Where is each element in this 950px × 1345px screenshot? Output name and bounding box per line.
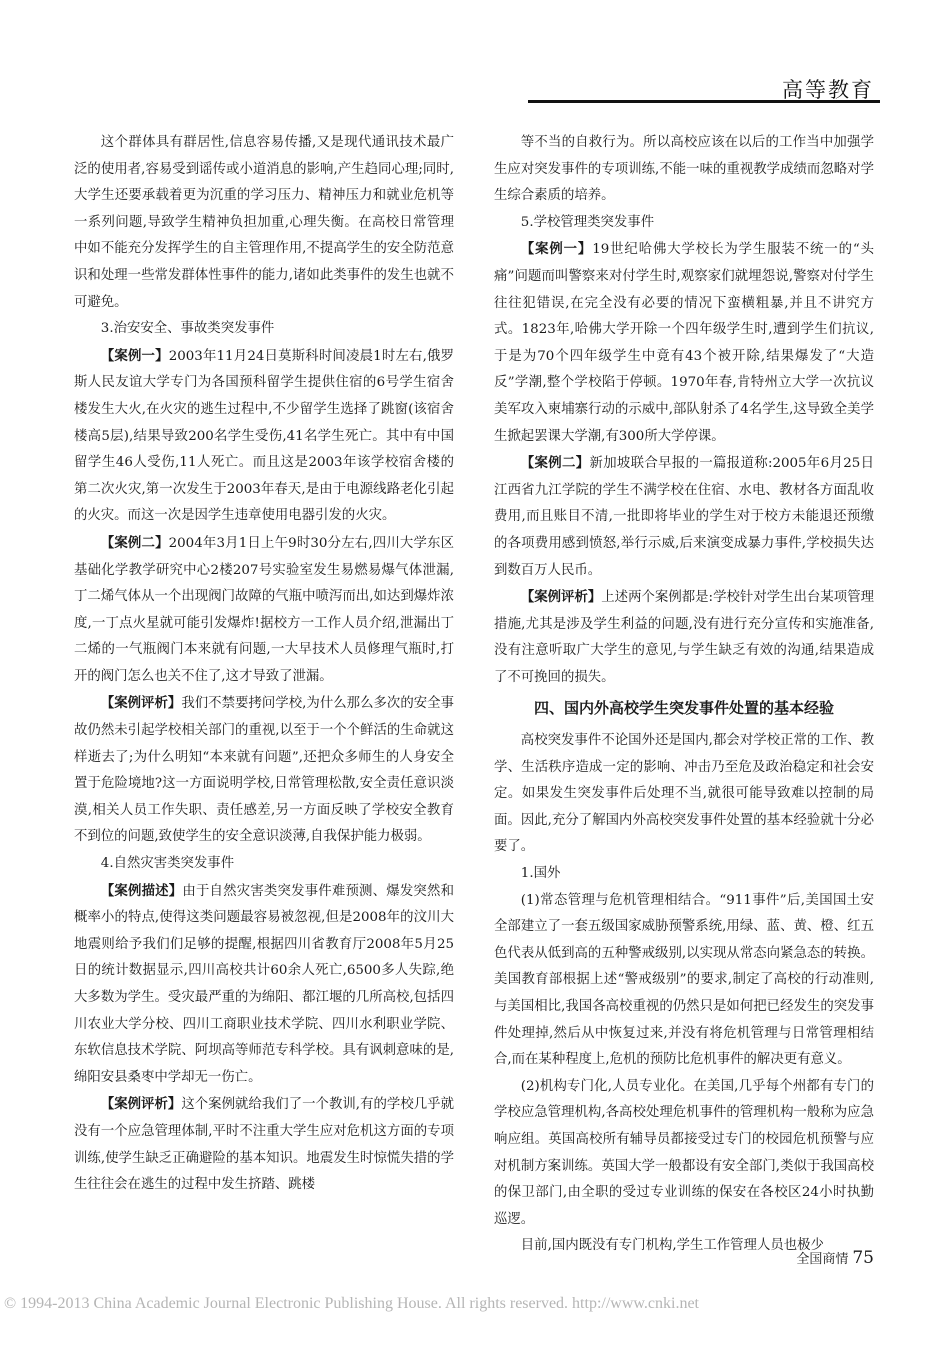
- body-paragraph: 高校突发事件不论国外还是国内,都会对学校正常的工作、教学、生活秩序造成一定的影响、冲击乃至危及政治稳定和社会安定。如果发生突发事件后处理不当,就很可能导致难以控制的局面。因此,充分了解国内外高校突发事件处置的基本经验就十分必要了。: [494, 733, 874, 855]
- body-paragraph: (2)机构专门化,人员专业化。在美国,几乎每个州都有专门的学校应急管理机构,各高校处理危机事件的管理机构一般称为应急响应组。英国高校所有辅导员都接受过专门的校园危机预警与应对机制方案训练。英国大学一般都设有安全部门,类似于我国高校的保卫部门,由全职的受过专业训练的保安在各校区24小时执勤巡逻。: [494, 1078, 874, 1227]
- right-column: [494, 130, 874, 1260]
- case-paragraph: [494, 584, 874, 691]
- copyright-watermark: © 1994-2013 China Academic Journal Electronic Publishing House. All rights reserved. http://www.cnki.net: [4, 1295, 699, 1312]
- journal-name: 全国商情: [796, 1252, 849, 1267]
- case-text: 上述两个案例都是:学校针对学生出台某项管理措施,尤其是涉及学生利益的问题,没有进行充分宣传和实施准备,没有注意听取广大学生的意见,与学生缺乏有效的沟通,结果造成了不可挽回的损失。: [494, 590, 874, 685]
- subsection-heading: 5.学校管理类突发事件: [520, 214, 655, 230]
- section-heading: 四、国内外高校学生突发事件处置的基本经验: [533, 699, 834, 718]
- case-text: 19世纪哈佛大学校长为学生服装不统一的“头痛”问题而叫警察来对付学生时,观察家们就埋怨说,警察对付学生往往犯错误,在完全没有必要的情况下蛮横粗暴,并且不讲究方式。1823年,哈佛大学开除一个四年级学生时,遭到学生们抗议,于是为70个四年级学生中竟有43个被开除,结果爆发了“大造反”学潮,整个学校陷于停顿。1970年春,肯特州立大学一次抗议美军攻入柬埔寨行动的示威中,部队射杀了4名学生,这导致全美学生掀起罢课大学潮,有300所大学停课。: [494, 242, 875, 444]
- case-label: 【案例一】: [520, 241, 593, 258]
- page-number: 75: [852, 1248, 874, 1268]
- body-paragraph: (1)常态管理与危机管理相结合。“911事件”后,美国国土安全部建立了一套五级国家威胁预警系统,用绿、蓝、黄、橙、红五色代表从低到高的五种警戒级别,以实现从常态向紧急态的转换。美国教育部根据上述“警戒级别”的要求,制定了高校的行动准则,与美国相比,我国各高校重视的仍然只是如何把已经发生的突发事件处理掉,然后从中恢复过来,并没有将危机管理与日常管理相结合,而在某种程度上,危机的预防比危机事件的解决更有意义。: [494, 892, 874, 1068]
- case-text: 这个案例就给我们了一个教训,有的学校几乎就没有一个应急管理体制,平时不注重大学生应对危机这方面的专项训练,使学生缺乏正确避险的基本知识。地震发生时惊慌失措的学生往往会在逃生的过程中发生挤踏、跳楼: [74, 1097, 454, 1193]
- case-label: 【案例评析】: [100, 1096, 182, 1113]
- section-title: 高等教育: [782, 78, 874, 102]
- case-label: 【案例二】: [520, 455, 590, 472]
- case-paragraph: [74, 690, 454, 851]
- case-text: 由于自然灾害类突发事件难预测、爆发突然和概率小的特点,使得这类问题最容易被忽视,但是2008年的汶川大地震则给予我们们足够的提醒,根据四川省教育厅2008年5月25日的统计数据显示,四川高校共计60余人死亡,6500多人失踪,绝大多数为学生。受灾最严重的为绵阳、都江堰的几所高校,包括四川农业大学分校、四川工商职业技术学院、四川水利职业学院、东软信息技术学院、阿坝高等师范专科学校。具有讽刺意味的是,绵阳安县桑枣中学却无一伤亡。: [74, 883, 455, 1085]
- case-paragraph: [74, 343, 454, 530]
- case-paragraph: [74, 878, 454, 1092]
- case-label: 【案例二】: [100, 534, 169, 551]
- body-paragraph: 目前,国内既没有专门机构,学生工作管理人员也极少: [520, 1238, 824, 1254]
- case-text: 2004年3月1日上午9时30分左右,四川大学东区基础化学教学研究中心2楼207号实验室发生易燃易爆气体泄漏,丁二烯气体从一个出现阀门故障的气瓶中喷泻而出,如达到爆炸浓度,一丁点火星就可能引发爆炸!据校方一工作人员介绍,泄漏出丁二烯的一气瓶阀门本来就有问题,一大早技术人员修理气瓶时,打开的阀门怎么也关不住了,这才导致了泄漏。: [74, 535, 454, 684]
- case-label: 【案例评析】: [520, 589, 602, 606]
- case-label: 【案例一】: [100, 347, 169, 364]
- left-column: [74, 130, 454, 1199]
- case-text: 新加坡联合早报的一篇报道称:2005年6月25日江西省九江学院的学生不满学校在住宿、水电、教材各方面乱收费用,而且账目不清,一批即将毕业的学生对于校方未能退还预缴的各项费用感到愤怒,举行示威,后来演变成暴力事件,学校损失达到数百万人民币。: [494, 456, 875, 578]
- case-paragraph: [74, 530, 454, 691]
- subsection-heading: 1.国外: [520, 866, 561, 882]
- case-paragraph: [74, 1091, 454, 1198]
- body-paragraph: 这个群体具有群居性,信息容易传播,又是现代通讯技术最广泛的使用者,容易受到谣传或小道消息的影响,产生趋同心理;同时,大学生还要承载着更为沉重的学习压力、精神压力和就业危机等一系列问题,导致学生精神负担加重,心理失衡。在高校日常管理中如不能充分发挥学生的自主管理作用,不提高学生的安全防范意识和处理一些常发群体性事件的能力,诸如此类事件的发生也就不可避免。: [74, 135, 454, 310]
- footer: [796, 1248, 874, 1268]
- body-paragraph: 等不当的自救行为。所以高校应该在以后的工作当中加强学生应对突发事件的专项训练,不能一味的重视教学成绩而忽略对学生综合素质的培养。: [494, 135, 874, 204]
- header-rule: [528, 100, 880, 103]
- case-text: 我们不禁要拷问学校,为什么那么多次的安全事故仍然未引起学校相关部门的重视,以至于一个个鲜活的生命就这样逝去了;为什么明知“本来就有问题”,还把众多师生的人身安全置于危险境地?这一方面说明学校,日常管理松散,安全责任意识淡漠,相关人员工作失职、责任感差,另一方面反映了学校安全教育不到位的问题,致使学生的安全意识淡薄,自我保护能力极弱。: [74, 696, 454, 845]
- case-text: 2003年11月24日莫斯科时间凌晨1时左右,俄罗斯人民友谊大学专门为各国预科留学生提供住宿的6号学生宿舍楼发生大火,在火灾的逃生过程中,不少留学生选择了跳窗(该宿舍楼高5层),结果导致200名学生受伤,41名学生死亡。其中有中国留学生46人受伤,11人死亡。而且这是2003年该学校宿舍楼的第二次火灾,第一次发生于2003年春天,是由于电源线路老化引起的火灾。而这一次是因学生违章使用电器引发的火灾。: [74, 348, 455, 524]
- subsection-heading: 3.治安安全、事故类突发事件: [100, 321, 275, 337]
- case-label: 【案例评析】: [100, 695, 182, 712]
- case-label: 【案例描述】: [100, 882, 183, 899]
- subsection-heading: 4.自然灾害类突发事件: [100, 856, 235, 872]
- case-paragraph: [494, 450, 874, 584]
- case-paragraph: [494, 236, 874, 450]
